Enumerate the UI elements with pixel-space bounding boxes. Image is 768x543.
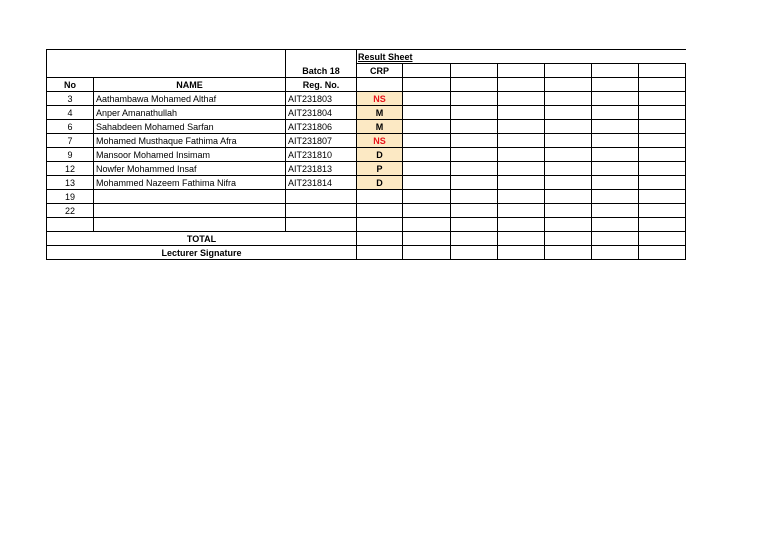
empty-cell: [545, 120, 592, 134]
empty-header-cell: [592, 78, 639, 92]
empty-cell: [639, 106, 686, 120]
empty-cell: [592, 120, 639, 134]
col-header-no: No: [47, 78, 94, 92]
empty-cell: [403, 162, 451, 176]
empty-cell: [545, 162, 592, 176]
row-no: 3: [47, 92, 94, 106]
row-reg: AIT231807: [286, 134, 357, 148]
empty-cell: [498, 190, 545, 204]
table-row: [47, 176, 686, 190]
empty-cell: [592, 92, 639, 106]
total-row: [47, 232, 686, 246]
result-sheet: [46, 49, 686, 260]
empty-cell: [545, 134, 592, 148]
empty-cell: [498, 162, 545, 176]
header-row-columns: [47, 78, 686, 92]
row-reg: AIT231813: [286, 162, 357, 176]
empty-cell: [592, 204, 639, 218]
table-row: [47, 148, 686, 162]
empty-cell: [639, 134, 686, 148]
signature-cell: [592, 246, 639, 260]
empty-header-cell: [451, 78, 498, 92]
row-result: NS: [357, 92, 403, 106]
row-reg: AIT231810: [286, 148, 357, 162]
row-reg: AIT231803: [286, 92, 357, 106]
total-cell: [357, 232, 403, 246]
empty-cell: [592, 218, 639, 232]
row-name: Nowfer Mohammed Insaf: [94, 162, 286, 176]
table-row: [47, 218, 686, 232]
empty-cell: [545, 92, 592, 106]
empty-cell: [545, 190, 592, 204]
row-no: 6: [47, 120, 94, 134]
row-reg: AIT231806: [286, 120, 357, 134]
signature-cell: [639, 246, 686, 260]
empty-header-cell: [592, 64, 639, 78]
empty-cell: [639, 218, 686, 232]
row-no: 7: [47, 134, 94, 148]
row-name: Mansoor Mohamed Insimam: [94, 148, 286, 162]
empty-cell: [451, 176, 498, 190]
empty-cell: [451, 190, 498, 204]
empty-cell: [592, 162, 639, 176]
row-result: D: [357, 176, 403, 190]
row-result: P: [357, 162, 403, 176]
row-name: Aathambawa Mohamed Althaf: [94, 92, 286, 106]
row-name: Mohammed Nazeem Fathima Nifra: [94, 176, 286, 190]
table-row: [47, 134, 686, 148]
total-cell: [403, 232, 451, 246]
row-no: 13: [47, 176, 94, 190]
signature-label: Lecturer Signature: [47, 246, 357, 260]
row-no: 22: [47, 204, 94, 218]
empty-cell: [451, 218, 498, 232]
signature-cell: [357, 246, 403, 260]
empty-cell: [498, 176, 545, 190]
empty-cell: [545, 106, 592, 120]
table-row: [47, 120, 686, 134]
row-result: [357, 218, 403, 232]
row-no: 4: [47, 106, 94, 120]
empty-cell: [451, 92, 498, 106]
empty-cell: [403, 106, 451, 120]
header-blank-cell: [47, 50, 286, 78]
total-cell: [639, 232, 686, 246]
empty-cell: [639, 204, 686, 218]
row-name: Sahabdeen Mohamed Sarfan: [94, 120, 286, 134]
row-result: M: [357, 120, 403, 134]
empty-cell: [639, 176, 686, 190]
row-result: M: [357, 106, 403, 120]
empty-header-cell: [498, 78, 545, 92]
empty-cell: [498, 218, 545, 232]
signature-cell: [451, 246, 498, 260]
empty-cell: [498, 92, 545, 106]
empty-cell: [451, 106, 498, 120]
signature-cell: [545, 246, 592, 260]
empty-cell: [451, 134, 498, 148]
total-cell: [545, 232, 592, 246]
empty-header-cell: [498, 64, 545, 78]
row-name: [94, 218, 286, 232]
empty-cell: [403, 148, 451, 162]
subject-header: CRP: [357, 64, 403, 78]
empty-cell: [403, 204, 451, 218]
empty-cell: [498, 120, 545, 134]
row-name: Mohamed Musthaque Fathima Afra: [94, 134, 286, 148]
row-result: [357, 204, 403, 218]
empty-cell: [498, 134, 545, 148]
empty-cell: [545, 218, 592, 232]
table-row: [47, 92, 686, 106]
table-row: [47, 162, 686, 176]
col-header-reg: Reg. No.: [286, 78, 357, 92]
row-reg: [286, 218, 357, 232]
empty-cell: [592, 106, 639, 120]
signature-row: [47, 246, 686, 260]
sheet-title: Result Sheet: [357, 50, 686, 64]
empty-header-cell: [545, 78, 592, 92]
header-row-title: [47, 50, 686, 64]
row-reg: AIT231804: [286, 106, 357, 120]
empty-cell: [403, 120, 451, 134]
empty-cell: [498, 148, 545, 162]
empty-cell: [451, 162, 498, 176]
total-cell: [498, 232, 545, 246]
total-cell: [451, 232, 498, 246]
empty-header-cell: [403, 78, 451, 92]
empty-cell: [639, 120, 686, 134]
row-no: 12: [47, 162, 94, 176]
empty-header-cell: [357, 78, 403, 92]
empty-header-cell: [403, 64, 451, 78]
batch-label: Batch 18: [286, 64, 357, 78]
total-label: TOTAL: [47, 232, 357, 246]
table-row: [47, 204, 686, 218]
row-result: D: [357, 148, 403, 162]
empty-cell: [545, 148, 592, 162]
empty-cell: [498, 204, 545, 218]
empty-cell: [451, 148, 498, 162]
empty-cell: [592, 148, 639, 162]
row-no: 19: [47, 190, 94, 204]
row-result: NS: [357, 134, 403, 148]
empty-cell: [592, 190, 639, 204]
empty-header-cell: [451, 64, 498, 78]
col-header-name: NAME: [94, 78, 286, 92]
total-cell: [592, 232, 639, 246]
row-name: [94, 204, 286, 218]
result-table: [46, 49, 686, 260]
empty-cell: [451, 204, 498, 218]
empty-header-cell: [639, 78, 686, 92]
row-no: 9: [47, 148, 94, 162]
empty-header-cell: [545, 64, 592, 78]
empty-cell: [451, 120, 498, 134]
row-reg: AIT231814: [286, 176, 357, 190]
empty-cell: [403, 218, 451, 232]
empty-cell: [545, 176, 592, 190]
table-row: [47, 190, 686, 204]
empty-cell: [403, 92, 451, 106]
row-name: Anper Amanathullah: [94, 106, 286, 120]
empty-cell: [639, 92, 686, 106]
empty-cell: [639, 148, 686, 162]
empty-cell: [403, 190, 451, 204]
row-no: [47, 218, 94, 232]
row-result: [357, 190, 403, 204]
empty-cell: [592, 176, 639, 190]
empty-cell: [545, 204, 592, 218]
empty-cell: [639, 162, 686, 176]
empty-cell: [498, 106, 545, 120]
empty-cell: [403, 176, 451, 190]
empty-cell: [639, 190, 686, 204]
empty-header-cell: [639, 64, 686, 78]
signature-cell: [403, 246, 451, 260]
row-reg: [286, 204, 357, 218]
empty-cell: [592, 134, 639, 148]
header-reg-top-cell: [286, 50, 357, 64]
row-name: [94, 190, 286, 204]
row-reg: [286, 190, 357, 204]
table-row: [47, 106, 686, 120]
signature-cell: [498, 246, 545, 260]
empty-cell: [403, 134, 451, 148]
